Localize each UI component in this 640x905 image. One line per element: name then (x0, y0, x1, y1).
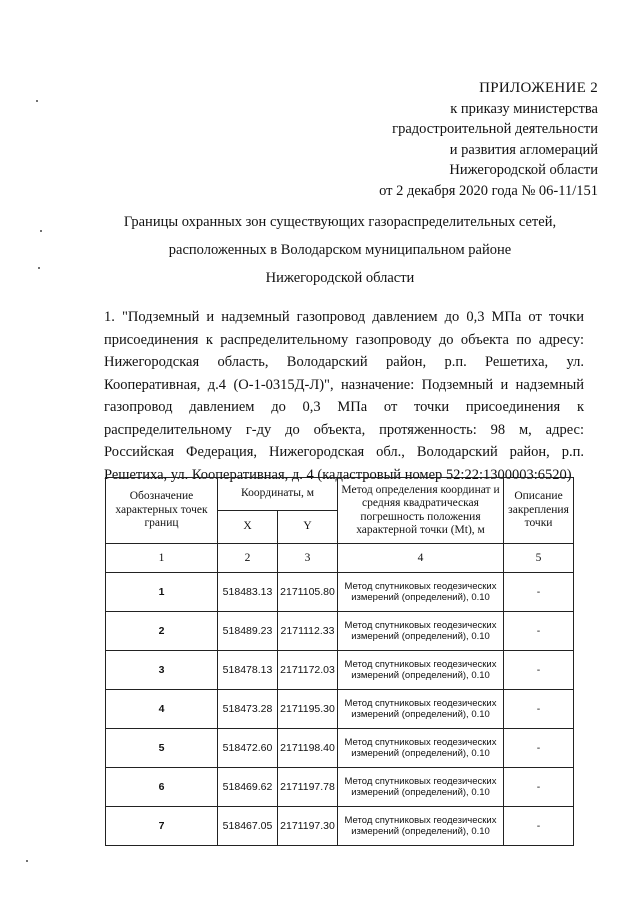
appendix-line: и развития агломераций (449, 141, 598, 158)
appendix-header (379, 78, 598, 201)
header-y: Y (278, 511, 338, 544)
column-number: 2 (218, 544, 278, 573)
method-cell: Метод спутниковых геодезических измерений (определений), 0.10 (338, 690, 504, 729)
description-cell: - (504, 807, 574, 846)
appendix-line: к приказу министерства (450, 100, 598, 117)
method-cell: Метод спутниковых геодезических измерений (определений), 0.10 (338, 729, 504, 768)
coord-y: 2171197.30 (278, 807, 338, 846)
appendix-title: ПРИЛОЖЕНИЕ 2 (479, 80, 598, 96)
coord-x: 518472.60 (218, 729, 278, 768)
title-line: Границы охранных зон существующих газораспределительных сетей, (123, 214, 557, 230)
column-number-row (106, 544, 574, 573)
description-cell: - (504, 612, 574, 651)
column-number: 4 (338, 544, 504, 573)
coord-x: 518469.62 (218, 768, 278, 807)
method-cell: Метод спутниковых геодезических измерений (определений), 0.10 (338, 807, 504, 846)
coord-x: 518478.13 (218, 651, 278, 690)
table-row (106, 807, 574, 846)
coord-x: 518489.23 (218, 612, 278, 651)
appendix-line: Нижегородской области (449, 162, 598, 178)
coord-x: 518483.13 (218, 573, 278, 612)
table-row (106, 690, 574, 729)
header-point: Обозначение характерных точек границ (106, 478, 218, 544)
method-cell: Метод спутниковых геодезических измерений (определений), 0.10 (338, 768, 504, 807)
coordinates-table (105, 477, 574, 846)
column-number: 5 (504, 544, 574, 573)
header-coordinates: Координаты, м (218, 478, 338, 511)
title-line: расположенных в Володарском муниципальном районе (168, 242, 512, 258)
title-line: Нижегородской области (265, 270, 415, 286)
coord-x: 518473.28 (218, 690, 278, 729)
point-number: 4 (106, 690, 218, 729)
table-row (106, 729, 574, 768)
description-cell: - (504, 729, 574, 768)
point-number: 2 (106, 612, 218, 651)
description-cell: - (504, 768, 574, 807)
object-description: 1. "Подземный и надземный газопровод давлением до 0,3 МПа от точки присоединения к распределительному газопроводу до объекта по адресу: Нижегородская область, Володарский район, р.п. Решетиха, ул. Кооперативная, д.4 (О-1-0315Д-Л)", назначение: Подземный и надземный газопровод давлением до 0,3 МПа от точки присоединения к распределительному г-ду до объекта, протяженность: 98 м, адрес: Российская Федерация, Нижегородская обл., Володарский район, р.п. Решетиха, ул. Кооперативная, д. 4 (кадастровый номер 52:22:1300003:6520) (104, 309, 584, 483)
coord-y: 2171172.03 (278, 651, 338, 690)
coord-x: 518467.05 (218, 807, 278, 846)
table-row (106, 573, 574, 612)
point-number: 3 (106, 651, 218, 690)
table-row (106, 651, 574, 690)
description-cell: - (504, 651, 574, 690)
document-title (70, 208, 610, 292)
coord-y: 2171105.80 (278, 573, 338, 612)
header-method: Метод определения координат и средняя квадратическая погрешность положения характерной точки (Mt), м (338, 478, 504, 544)
coord-y: 2171195.30 (278, 690, 338, 729)
header-x: X (218, 511, 278, 544)
column-number: 3 (278, 544, 338, 573)
description-cell: - (504, 690, 574, 729)
coord-y: 2171197.78 (278, 768, 338, 807)
column-number: 1 (106, 544, 218, 573)
scan-speck (38, 267, 40, 269)
point-number: 6 (106, 768, 218, 807)
point-number: 5 (106, 729, 218, 768)
coord-y: 2171198.40 (278, 729, 338, 768)
table-row (106, 612, 574, 651)
point-number: 7 (106, 807, 218, 846)
appendix-date-number: от 2 декабря 2020 года № 06-11/151 (379, 182, 598, 199)
method-cell: Метод спутниковых геодезических измерений (определений), 0.10 (338, 612, 504, 651)
method-cell: Метод спутниковых геодезических измерений (определений), 0.10 (338, 651, 504, 690)
point-number: 1 (106, 573, 218, 612)
header-description: Описание закрепления точки (504, 478, 574, 544)
appendix-line: градостроительной деятельности (392, 121, 598, 137)
coord-y: 2171112.33 (278, 612, 338, 651)
scan-speck (40, 230, 42, 232)
scan-speck (36, 100, 38, 102)
description-cell: - (504, 573, 574, 612)
table-row (106, 768, 574, 807)
method-cell: Метод спутниковых геодезических измерений (определений), 0.10 (338, 573, 504, 612)
scan-speck (26, 860, 28, 862)
